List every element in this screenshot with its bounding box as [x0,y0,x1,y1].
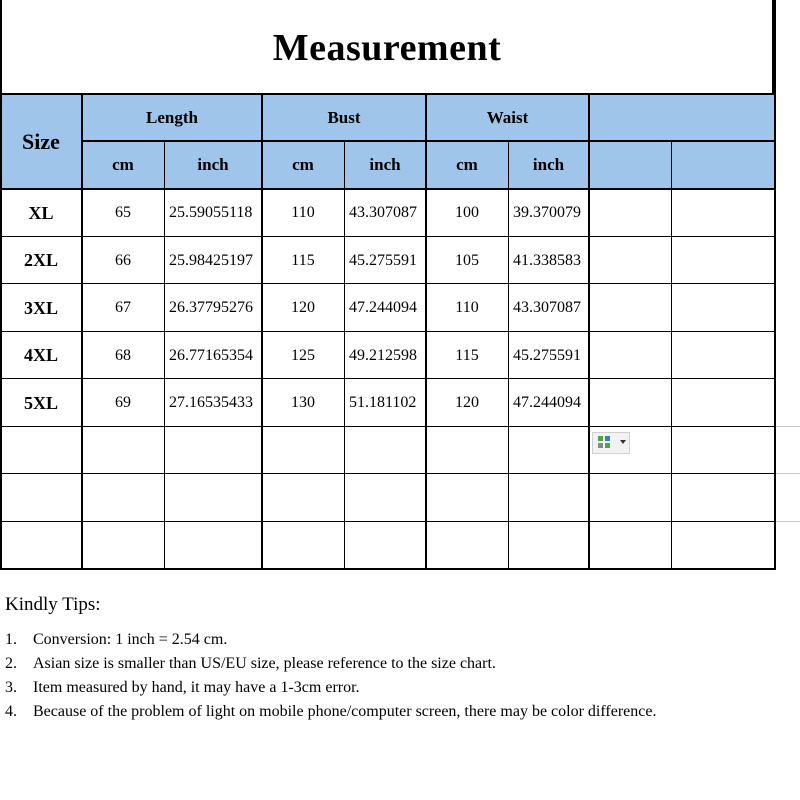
grid-line [0,93,776,95]
grid-line [0,188,776,190]
table-row-size: 5XL [23,392,58,413]
bust-inch-cell: 43.307087 [349,204,417,221]
length-inch-header [164,141,262,189]
bust-cm-header [262,141,344,189]
tip-item [5,700,693,724]
waist-inch-cell: 47.244094 [513,394,581,411]
bust-inch-header [344,141,426,189]
tip-text: Conversion: 1 inch = 2.54 cm. [33,631,228,648]
grid-line [671,141,672,570]
tip-number: 2. [5,655,17,672]
bust-inch-cell: 49.212598 [349,346,417,364]
length-header [82,94,262,141]
waist-inch-cell: 41.338583 [513,251,581,269]
grid-line [0,473,776,474]
length-header-label: Length [146,107,198,127]
grid-line [164,141,165,570]
table-row-size: 3XL [23,297,58,318]
extra-header-b [671,141,775,189]
paste-icon-square [598,443,603,448]
bust-inch-cell: 47.244094 [349,299,417,316]
grid-line [0,283,776,284]
paste-icon-square [605,443,610,448]
spreadsheet-gridline [776,473,800,474]
grid-line [0,521,776,522]
grid-line [508,141,509,570]
tip-item [5,676,693,700]
grid-line [0,236,776,237]
grid-line [588,94,590,570]
paste-icon-square [598,436,603,441]
tips-title: Kindly Tips: [5,594,101,615]
table-row-size: 2XL [23,250,58,270]
length-inch-cell: 26.37795276 [169,299,253,316]
waist-cm-cell: 115 [455,346,479,364]
waist-inch-cell: 39.370079 [513,204,581,221]
spreadsheet-gridline [776,521,800,522]
length-inch-cell: 25.59055118 [169,204,253,221]
bust-header-label: Bust [327,107,361,127]
length-cm-cell: 67 [115,299,131,316]
length-cm-cell: 66 [115,251,131,269]
grid-line [425,94,427,570]
grid-line [774,0,776,570]
grid-line [0,568,776,570]
bust-cm-cell: 125 [291,346,315,364]
bust-cm-cell: 115 [291,251,315,269]
grid-line [0,0,2,570]
grid-line [0,378,776,379]
bust-inch-cell: 51.181102 [349,394,417,411]
waist-cm-cell: 100 [455,204,479,221]
tip-text: Item measured by hand, it may have a 1-3cm error. [33,679,360,696]
tip-text: Asian size is smaller than US/EU size, please reference to the size chart. [33,655,496,672]
tip-number: 1. [5,631,17,648]
grid-line [0,426,776,427]
table-row-size: XL [28,202,54,223]
extra-header-a [589,141,671,189]
length-cm-cell: 68 [115,346,131,364]
waist-cm-header [426,141,508,189]
waist-cm-cell: 120 [455,394,479,411]
bust-cm-cell: 110 [291,204,315,221]
unit-label: cm [456,155,478,174]
extra-header [589,94,774,141]
page-title: Measurement [272,27,502,69]
length-inch-cell: 27.16535433 [169,394,253,411]
length-inch-cell: 25.98425197 [169,251,253,269]
bust-cm-cell: 120 [291,299,315,316]
waist-header [426,94,589,141]
bust-header [262,94,426,141]
grid-line [344,141,345,570]
tip-item [5,628,693,652]
waist-inch-cell: 45.275591 [513,346,581,364]
grid-line [81,94,83,570]
waist-header-label: Waist [486,107,529,127]
bust-cm-cell: 130 [291,394,315,411]
waist-cm-cell: 105 [455,251,479,269]
tip-number: 4. [5,703,17,720]
grid-line [0,331,776,332]
kindly-tips [5,594,693,724]
size-header [0,94,82,189]
grid-line [261,94,263,570]
spreadsheet-gridline [776,426,800,427]
waist-cm-cell: 110 [455,299,479,316]
length-inch-cell: 26.77165354 [169,346,253,364]
waist-inch-header [508,141,589,189]
length-cm-cell: 65 [115,204,131,221]
length-cm-cell: 69 [115,394,131,411]
waist-inch-cell: 43.307087 [513,299,581,316]
tip-item [5,652,693,676]
unit-label: inch [369,155,401,174]
paste-options-icon[interactable] [592,432,630,454]
tip-number: 3. [5,679,17,696]
unit-label: cm [112,155,134,174]
bust-inch-cell: 45.275591 [349,251,417,269]
tip-text: Because of the problem of light on mobile phone/computer screen, there may be color difference. [33,703,657,720]
unit-label: inch [197,155,229,174]
length-cm-header [82,141,164,189]
paste-icon-square [605,436,610,441]
unit-label: inch [532,155,565,174]
title-box [0,0,774,94]
unit-label: cm [292,155,314,174]
size-header-label: Size [22,128,60,154]
table-row-size: 4XL [23,345,58,365]
chevron-down-icon [620,440,626,444]
